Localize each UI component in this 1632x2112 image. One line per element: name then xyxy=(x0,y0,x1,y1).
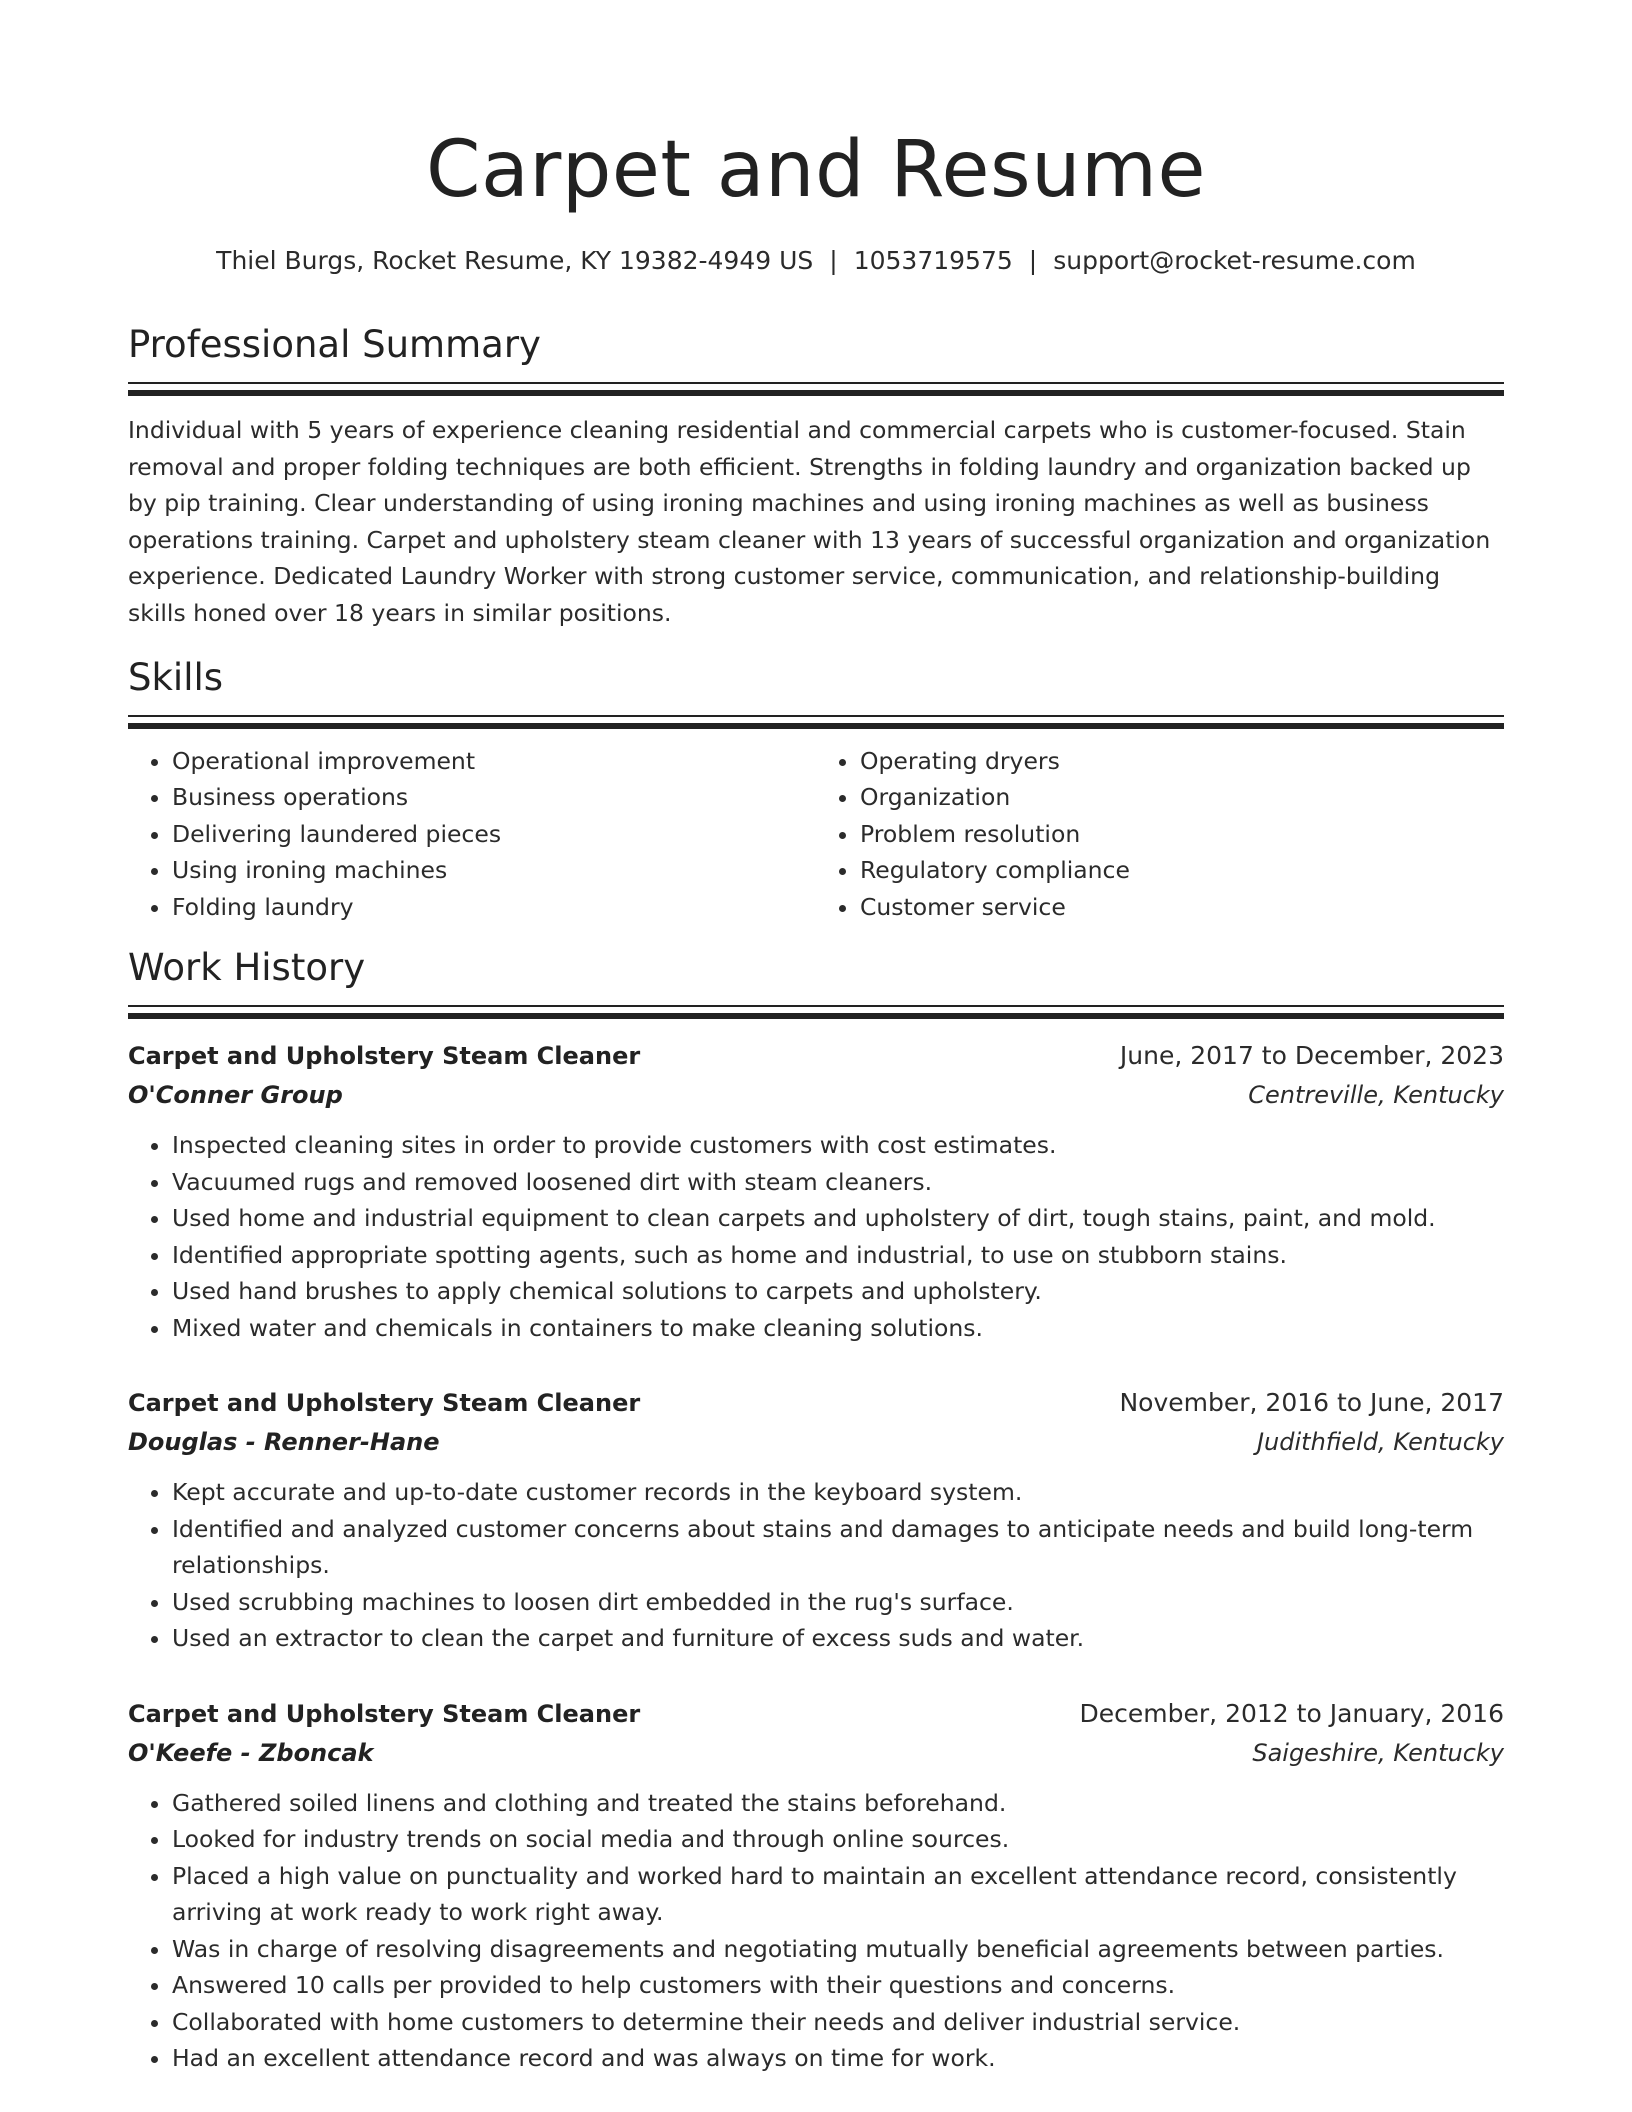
job-duties-list xyxy=(128,1127,1504,1346)
job-duty: • Identified appropriate spotting agents, such as home and industrial, to use on stubborn stains. xyxy=(172,1237,1504,1274)
job-header-row xyxy=(128,1037,1504,1075)
skills-section xyxy=(128,655,1504,926)
section-divider xyxy=(128,382,1504,396)
contact-separator: | xyxy=(829,246,838,275)
skill-item: • Operational improvement xyxy=(172,743,816,780)
job-duty: • Used scrubbing machines to loosen dirt embedded in the rug's surface. xyxy=(172,1584,1504,1621)
contact-address: Thiel Burgs, Rocket Resume, KY 19382-4949 US xyxy=(216,246,814,275)
work-history-section xyxy=(128,945,1504,2077)
skill-item: • Regulatory compliance xyxy=(860,852,1504,889)
job-duty: • Collaborated with home customers to determine their needs and deliver industrial service. xyxy=(172,2004,1504,2041)
skills-columns xyxy=(128,743,1504,926)
job-duty: • Inspected cleaning sites in order to provide customers with cost estimates. xyxy=(172,1127,1504,1164)
resume-name: Carpet and Resume xyxy=(426,125,1206,215)
job-duty: • Used hand brushes to apply chemical solutions to carpets and upholstery. xyxy=(172,1273,1504,1310)
job-location: Centreville, Kentucky xyxy=(1248,1081,1504,1109)
job-title: Carpet and Upholstery Steam Cleaner xyxy=(128,1389,641,1417)
professional-summary-section xyxy=(128,322,1504,631)
skill-item: • Folding laundry xyxy=(172,889,816,926)
section-divider xyxy=(128,1005,1504,1019)
job-duties-list xyxy=(128,1474,1504,1657)
job-header-row xyxy=(128,1695,1504,1733)
job-duty: • Identified and analyzed customer concerns about stains and damages to anticipate needs and build long-term relationships. xyxy=(172,1511,1504,1584)
job-header-row xyxy=(128,1384,1504,1422)
job-title: Carpet and Upholstery Steam Cleaner xyxy=(128,1699,641,1728)
contact-phone: 1053719575 xyxy=(853,246,1013,275)
section-heading-skills: Skills xyxy=(128,655,224,699)
section-heading-summary: Professional Summary xyxy=(128,323,541,366)
contact-email: support@rocket-resume.com xyxy=(1053,246,1416,275)
job-duty: • Mixed water and chemicals in containers to make cleaning solutions. xyxy=(172,1310,1504,1347)
job-duty: • Vacuumed rugs and removed loosened dirt with steam cleaners. xyxy=(172,1164,1504,1201)
job-duty: • Looked for industry trends on social media and through online sources. xyxy=(172,1821,1504,1858)
job-location: Saigeshire, Kentucky xyxy=(1252,1738,1504,1767)
job-entry xyxy=(128,1037,1504,1346)
skill-item: • Customer service xyxy=(860,889,1504,926)
job-duty: • Gathered soiled linens and clothing and treated the stains beforehand. xyxy=(172,1785,1504,1822)
job-duty: • Answered 10 calls per provided to help customers with their questions and concerns. xyxy=(172,1967,1504,2004)
section-divider xyxy=(128,715,1504,729)
job-duties-list xyxy=(128,1785,1504,2077)
job-company-row xyxy=(128,1422,1504,1462)
job-location: Judithfield, Kentucky xyxy=(1256,1428,1504,1456)
job-dates: June, 2017 to December, 2023 xyxy=(1119,1041,1504,1070)
job-duty: • Used home and industrial equipment to clean carpets and upholstery of dirt, tough stains, paint, and mold. xyxy=(172,1200,1504,1237)
job-company: O'Keefe - Zboncak xyxy=(128,1738,374,1767)
job-company: Douglas - Renner-Hane xyxy=(128,1428,440,1456)
job-dates: November, 2016 to June, 2017 xyxy=(1119,1388,1504,1417)
summary-text: Individual with 5 years of experience cleaning residential and commercial carpets who is customer-focused. Stain removal and proper folding techniques are both efficient. Strengths in folding laundry and organization backed up by pip training. Clear understanding of using ironing machines and using ironing machines as well as business operations training. Carpet and upholstery steam cleaner with 13 years of successful organization and organization experience. Dedicated Laundry Worker with strong customer service, communication, and relationship-building skills honed over 18 years in similar positions. xyxy=(128,416,1491,627)
job-company-row xyxy=(128,1075,1504,1115)
job-title: Carpet and Upholstery Steam Cleaner xyxy=(128,1042,641,1070)
skill-item: • Delivering laundered pieces xyxy=(172,816,816,853)
contact-separator: | xyxy=(1028,246,1038,275)
contact-line xyxy=(128,244,1504,278)
skill-item: • Operating dryers xyxy=(860,743,1504,780)
job-dates: December, 2012 to January, 2016 xyxy=(1079,1698,1504,1728)
skills-list-right xyxy=(816,743,1504,926)
job-company: O'Conner Group xyxy=(128,1081,343,1109)
job-duty: • Was in charge of resolving disagreements and negotiating mutually beneficial agreements between parties. xyxy=(172,1931,1504,1968)
job-duty: • Kept accurate and up-to-date customer records in the keyboard system. xyxy=(172,1474,1504,1511)
section-heading-work-history: Work History xyxy=(128,946,366,989)
skill-item: • Organization xyxy=(860,779,1504,816)
job-entry xyxy=(128,1384,1504,1657)
skills-list-left xyxy=(128,743,816,926)
skill-item: • Using ironing machines xyxy=(172,852,816,889)
job-entry xyxy=(128,1695,1504,2077)
skill-item: • Problem resolution xyxy=(860,816,1504,853)
job-duty: • Used an extractor to clean the carpet and furniture of excess suds and water. xyxy=(172,1620,1504,1657)
skill-item: • Business operations xyxy=(172,779,816,816)
resume-page xyxy=(128,0,1504,2077)
job-duty: • Had an excellent attendance record and was always on time for work. xyxy=(172,2040,1504,2077)
job-duty: • Placed a high value on punctuality and worked hard to maintain an excellent attendance record, consistently arriving at work ready to work right away. xyxy=(172,1858,1504,1931)
job-company-row xyxy=(128,1733,1504,1773)
